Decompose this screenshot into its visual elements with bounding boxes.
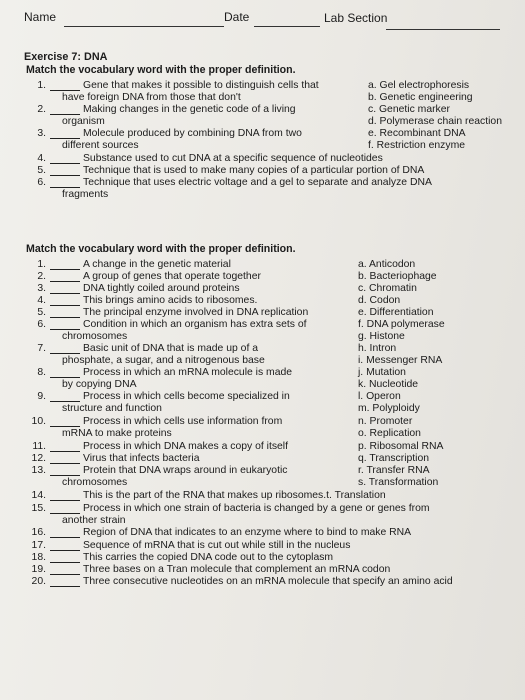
question-number: 14.: [31, 490, 46, 501]
answer-choice: q. Transcription: [358, 453, 430, 464]
answer-blank[interactable]: [50, 307, 80, 318]
answer-choice: l. Operon: [358, 391, 401, 402]
part2-question-18: [24, 552, 504, 564]
question-number: 10.: [31, 416, 46, 427]
answer-choice: a. Anticodon: [358, 259, 416, 270]
question-text: Process in which cells become specialized in: [83, 391, 290, 402]
question-number: 8.: [37, 367, 46, 378]
question-text-continued: another strain: [62, 515, 126, 526]
part1-question-4: [24, 153, 504, 165]
answer-choice: m. Polyploidy: [358, 403, 420, 414]
part2-question-9: [24, 391, 504, 403]
answer-choice: n. Promoter: [358, 416, 413, 427]
answer-choice: g. Histone: [358, 331, 405, 342]
question-text: Technique that is used to make many copies of a particular portion of DNA: [83, 165, 425, 176]
question-number: 12.: [31, 453, 46, 464]
part2-instruction: Match the vocabulary word with the proper definition.: [26, 243, 296, 255]
question-text-continued: by copying DNA: [62, 379, 137, 390]
answer-blank[interactable]: [50, 283, 80, 294]
lab-section-label: Lab Section: [324, 11, 388, 25]
question-number: 3.: [37, 128, 46, 139]
question-number: 2.: [37, 271, 46, 282]
question-number: 3.: [37, 283, 46, 294]
question-text: DNA tightly coiled around proteins: [83, 283, 240, 294]
question-text: Process in which cells use information from: [83, 416, 283, 427]
answer-blank[interactable]: [50, 453, 80, 464]
part2-question-13: [24, 465, 504, 477]
answer-choice: j. Mutation: [358, 367, 406, 378]
question-text-continued: organism: [62, 116, 105, 127]
question-text: Making changes in the genetic code of a living: [83, 104, 296, 115]
answer-blank[interactable]: [50, 527, 80, 538]
part2-question-19: [24, 564, 504, 576]
exercise-title: Exercise 7: DNA: [24, 51, 108, 63]
answer-choice: i. Messenger RNA: [358, 355, 443, 366]
question-text: Protein that DNA wraps around in eukaryotic: [83, 465, 288, 476]
answer-choice: e. Recombinant DNA: [368, 128, 466, 139]
question-text: Three bases on a Tran molecule that complement an mRNA codon: [83, 564, 391, 575]
answer-choice: c. Chromatin: [358, 283, 417, 294]
answer-blank[interactable]: [50, 391, 80, 402]
part2-question-7: [24, 343, 504, 355]
question-text: A change in the genetic material: [83, 259, 231, 270]
question-text: A group of genes that operate together: [83, 271, 261, 282]
question-text: Technique that uses electric voltage and a gel to separate and analyze DNA: [83, 177, 432, 188]
question-text: Condition in which an organism has extra sets of: [83, 319, 307, 330]
answer-blank[interactable]: [50, 503, 80, 514]
question-number: 4.: [37, 295, 46, 306]
part2-question-16: [24, 527, 504, 539]
answer-blank[interactable]: [50, 441, 80, 452]
question-text: The principal enzyme involved in DNA replication: [83, 307, 309, 318]
answer-blank[interactable]: [50, 367, 80, 378]
question-number: 17.: [31, 540, 46, 551]
answer-blank[interactable]: [50, 295, 80, 306]
answer-choice: s. Transformation: [358, 477, 439, 488]
question-number: 1.: [37, 80, 46, 91]
answer-choice: d. Polymerase chain reaction: [368, 116, 502, 127]
answer-choice: d. Codon: [358, 295, 401, 306]
answer-blank[interactable]: [50, 153, 80, 164]
answer-choice: r. Transfer RNA: [358, 465, 430, 476]
answer-blank[interactable]: [50, 259, 80, 270]
question-text: Process in which an mRNA molecule is made: [83, 367, 293, 378]
question-text: Process in which one strain of bacteria is changed by a gene or genes from: [83, 503, 430, 514]
question-text: Process in which DNA makes a copy of itself: [83, 441, 289, 452]
answer-choice: a. Gel electrophoresis: [368, 80, 470, 91]
question-number: 18.: [31, 552, 46, 563]
part2-question-12: [24, 453, 504, 465]
part2-question-3: [24, 283, 504, 295]
date-line: [254, 14, 320, 27]
answer-blank[interactable]: [50, 165, 80, 176]
answer-blank[interactable]: [50, 490, 80, 501]
question-number: 1.: [37, 259, 46, 270]
question-number: 13.: [31, 465, 46, 476]
answer-blank[interactable]: [50, 80, 80, 91]
part2-question-8: [24, 367, 504, 379]
question-text: Sequence of mRNA that is cut out while still in the nucleus: [83, 540, 351, 551]
question-number: 19.: [31, 564, 46, 575]
question-text: This is the part of the RNA that makes up ribosomes.t. Translation: [83, 490, 386, 501]
answer-blank[interactable]: [50, 564, 80, 575]
question-text-continued: chromosomes: [62, 331, 128, 342]
answer-blank[interactable]: [50, 319, 80, 330]
question-text-continued: different sources: [62, 140, 139, 151]
part1-question-6: [24, 177, 504, 189]
part2-question-1: [24, 259, 504, 271]
question-text-continued: mRNA to make proteins: [62, 428, 172, 439]
part2-question-4: [24, 295, 504, 307]
question-text: Substance used to cut DNA at a specific sequence of nucleotides: [83, 153, 383, 164]
part2-question-15: [24, 503, 504, 515]
question-text: Region of DNA that indicates to an enzyme where to bind to make RNA: [83, 527, 412, 538]
answer-blank[interactable]: [50, 104, 80, 115]
question-number: 9.: [37, 391, 46, 402]
question-number: 20.: [31, 576, 46, 587]
question-text: Gene that makes it possible to distinguish cells that: [83, 80, 319, 91]
part2-question-20: [24, 576, 504, 588]
answer-choice: b. Genetic engineering: [368, 92, 473, 103]
question-number: 11.: [32, 441, 46, 452]
answer-blank[interactable]: [50, 465, 80, 476]
part1-instruction: Match the vocabulary word with the proper definition.: [26, 64, 296, 76]
part2-question-10: [24, 416, 504, 428]
answer-blank[interactable]: [50, 177, 80, 188]
answer-blank[interactable]: [50, 128, 80, 139]
answer-choice: h. Intron: [358, 343, 397, 354]
name-label: Name: [24, 10, 57, 24]
question-text-continued: structure and function: [62, 403, 162, 414]
question-text-continued: have foreign DNA from those that don't: [62, 92, 241, 103]
answer-choice: b. Bacteriophage: [358, 271, 437, 282]
part2-question-17: [24, 540, 504, 552]
question-number: 2.: [37, 104, 46, 115]
answer-blank[interactable]: [50, 552, 80, 563]
question-number: 4.: [37, 153, 46, 164]
answer-choice: o. Replication: [358, 428, 421, 439]
question-text: Basic unit of DNA that is made up of a: [83, 343, 259, 354]
part1-question-5: [24, 165, 504, 177]
question-number: 5.: [37, 165, 46, 176]
answer-blank[interactable]: [50, 540, 80, 551]
question-text: Virus that infects bacteria: [83, 453, 200, 464]
question-text: Molecule produced by combining DNA from two: [83, 128, 302, 139]
question-text-continued: fragments: [62, 189, 109, 200]
answer-choice: k. Nucleotide: [358, 379, 419, 390]
question-text-continued: chromosomes: [62, 477, 128, 488]
answer-blank[interactable]: [50, 576, 80, 587]
question-number: 5.: [37, 307, 46, 318]
question-number: 6.: [37, 319, 46, 330]
question-text-continued: phosphate, a sugar, and a nitrogenous base: [62, 355, 265, 366]
worksheet-header: [24, 12, 504, 32]
answer-choice: p. Ribosomal RNA: [358, 441, 444, 452]
question-text: This brings amino acids to ribosomes.: [83, 295, 258, 306]
answer-blank[interactable]: [50, 343, 80, 354]
answer-blank[interactable]: [50, 416, 80, 427]
answer-blank[interactable]: [50, 271, 80, 282]
part2-question-14: [24, 490, 504, 502]
answer-choice: e. Differentiation: [358, 307, 434, 318]
question-number: 6.: [37, 177, 46, 188]
question-number: 7.: [37, 343, 46, 354]
question-text: Three consecutive nucleotides on an mRNA molecule that specify an amino acid: [83, 576, 453, 587]
date-label: Date: [224, 10, 250, 24]
answer-choice: f. Restriction enzyme: [368, 140, 466, 151]
answer-choice: f. DNA polymerase: [358, 319, 445, 330]
question-number: 15.: [31, 503, 46, 514]
question-text: This carries the copied DNA code out to the cytoplasm: [83, 552, 334, 563]
lab-section-line: [386, 17, 500, 30]
question-number: 16.: [31, 527, 46, 538]
name-line: [64, 14, 224, 27]
answer-choice: c. Genetic marker: [368, 104, 450, 115]
